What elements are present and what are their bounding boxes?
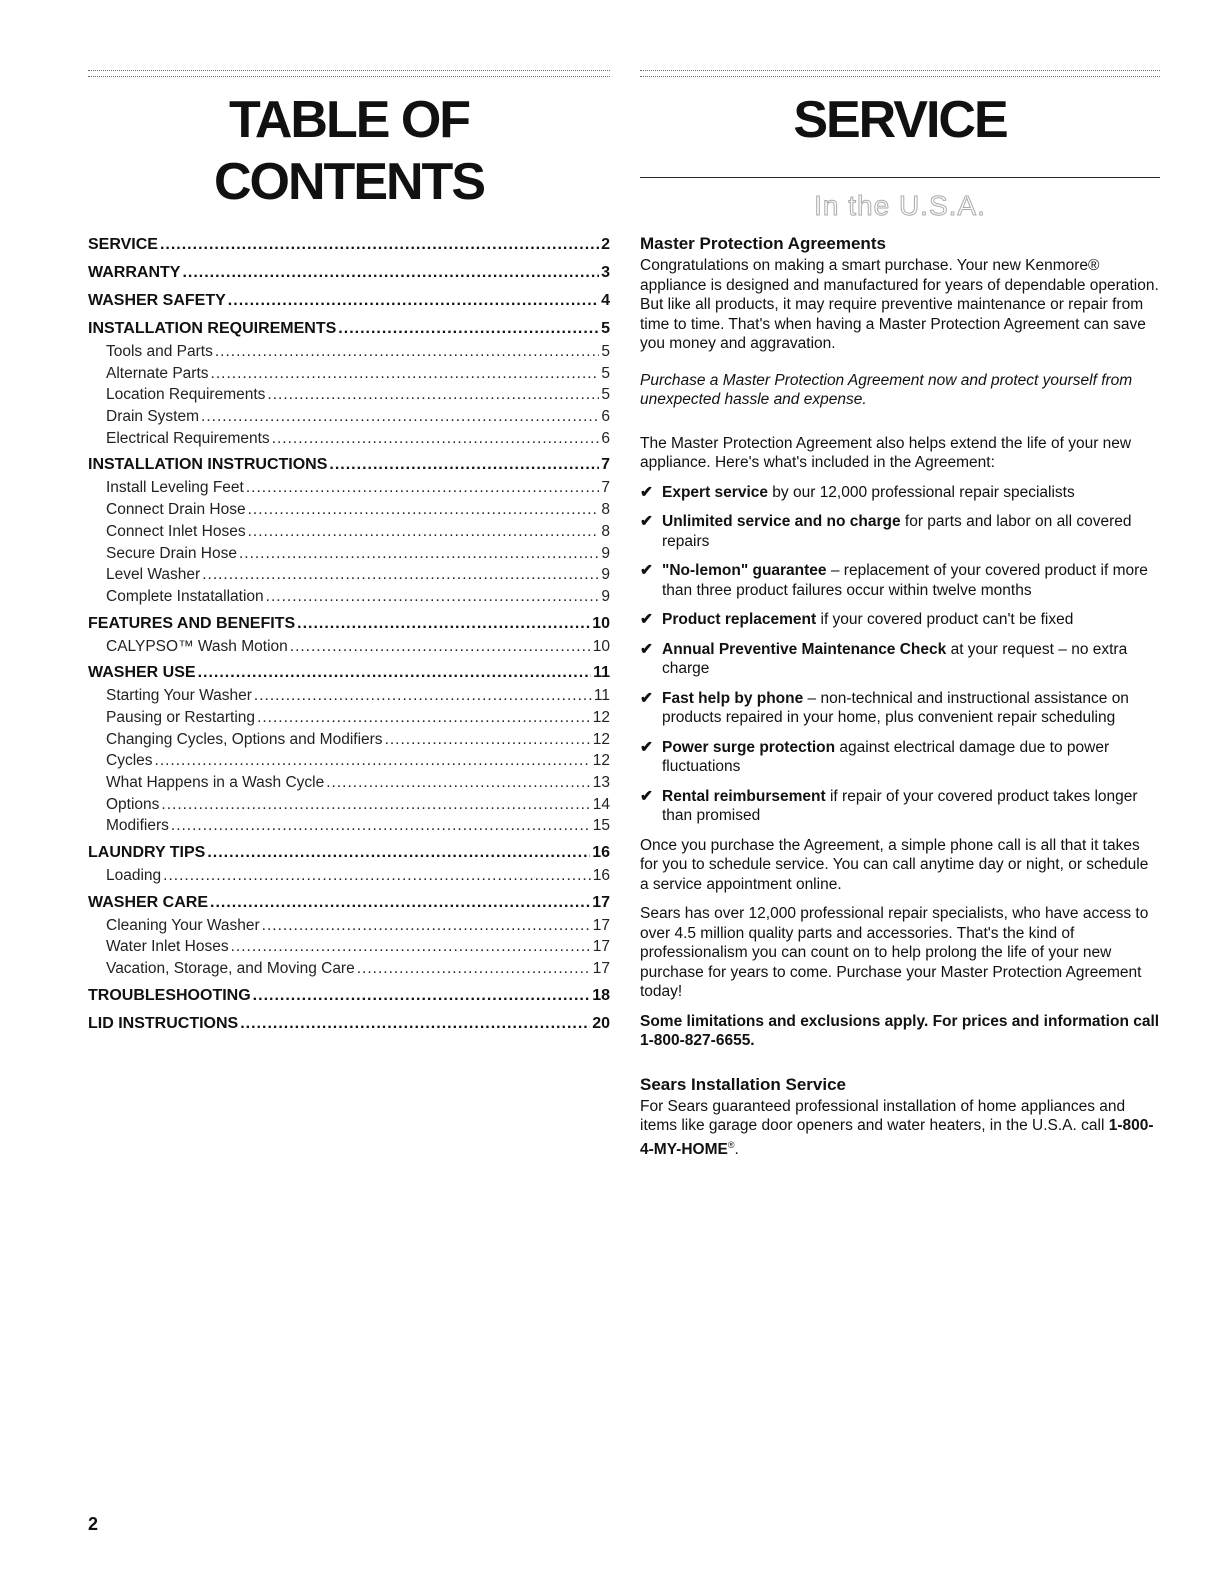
toc-entry bbox=[88, 564, 610, 586]
toc-entry-label: Complete Instatallation bbox=[106, 587, 264, 605]
toc-leader-dots bbox=[248, 499, 600, 521]
service-title: SERVICE bbox=[793, 91, 1007, 149]
toc-entry-label: Cleaning Your Washer bbox=[106, 916, 260, 934]
toc-leader-dots bbox=[338, 317, 599, 341]
toc-entry-page: 9 bbox=[601, 566, 610, 584]
toc-entry-page: 5 bbox=[601, 343, 610, 360]
toc-entry-label: INSTALLATION REQUIREMENTS bbox=[88, 320, 337, 337]
toc-entry bbox=[88, 891, 610, 915]
toc-entry-page: 7 bbox=[601, 479, 610, 497]
toc-entry-page: 16 bbox=[592, 867, 610, 885]
toc-leader-dots bbox=[161, 794, 590, 816]
toc-leader-dots bbox=[272, 428, 600, 450]
toc-entry-label: Secure Drain Hose bbox=[106, 544, 237, 562]
toc-entry bbox=[88, 612, 610, 636]
benefit-item: ✔ Rental reimbursement if repair of your covered product takes longer than promised bbox=[640, 787, 1138, 824]
toc-entry bbox=[88, 233, 610, 257]
toc-entry-page: 11 bbox=[593, 687, 610, 705]
toc-entry-label: Starting Your Washer bbox=[106, 687, 252, 705]
toc-entry-label: CALYPSO™ Wash Motion bbox=[106, 637, 288, 655]
toc-entry-page: 8 bbox=[601, 522, 610, 540]
toc-leader-dots bbox=[198, 661, 592, 685]
toc-entry-page: 9 bbox=[601, 587, 610, 605]
toc-entry bbox=[88, 261, 610, 285]
toc-list bbox=[88, 233, 610, 1036]
toc-entry bbox=[88, 363, 610, 385]
toc-entry bbox=[88, 958, 610, 980]
toc-entry-page: 12 bbox=[592, 730, 610, 748]
toc-entry-label: What Happens in a Wash Cycle bbox=[106, 774, 325, 791]
top-rule bbox=[88, 70, 610, 77]
toc-column bbox=[88, 70, 610, 1036]
toc-entry-label: TROUBLESHOOTING bbox=[88, 986, 251, 1004]
toc-entry bbox=[88, 1012, 610, 1036]
toc-entry-page: 12 bbox=[592, 708, 610, 726]
toc-leader-dots bbox=[357, 958, 591, 980]
service-column bbox=[640, 70, 1160, 1169]
toc-entry-label: WASHER CARE bbox=[88, 893, 209, 911]
toc-entry bbox=[88, 815, 610, 837]
toc-entry-page: 15 bbox=[592, 817, 610, 835]
install-phone: 1-800-4-MY-HOME bbox=[640, 1117, 1154, 1158]
toc-entry bbox=[88, 984, 610, 1008]
toc-entry-page: 6 bbox=[601, 429, 610, 447]
toc-entry-label: Location Requirements bbox=[106, 386, 266, 404]
toc-entry-page: 3 bbox=[601, 264, 610, 281]
toc-entry-label: FEATURES AND BENEFITS bbox=[88, 614, 296, 632]
toc-leader-dots bbox=[215, 341, 600, 363]
toc-entry bbox=[88, 521, 610, 543]
toc-entry-page: 10 bbox=[592, 614, 610, 632]
toc-leader-dots bbox=[228, 289, 599, 313]
toc-entry-page: 5 bbox=[601, 386, 610, 404]
toc-entry bbox=[88, 794, 610, 816]
toc-leader-dots bbox=[202, 564, 599, 586]
toc-entry-page: 17 bbox=[592, 916, 610, 934]
toc-entry-label: Connect Inlet Hoses bbox=[106, 522, 246, 540]
toc-entry-label: Loading bbox=[106, 867, 162, 885]
toc-entry bbox=[88, 936, 610, 958]
toc-entry-label: WASHER USE bbox=[88, 664, 196, 682]
toc-leader-dots bbox=[160, 233, 599, 257]
benefit-item: ✔ "No-lemon" guarantee – replacement of your covered product if more than three product failures occur within twelve months bbox=[640, 562, 1148, 599]
toc-leader-dots bbox=[253, 984, 591, 1008]
toc-entry-page: 9 bbox=[601, 544, 610, 562]
toc-entry-page: 17 bbox=[592, 893, 610, 911]
toc-leader-dots bbox=[326, 772, 591, 794]
toc-entry-page: 2 bbox=[601, 236, 610, 253]
toc-leader-dots bbox=[248, 521, 600, 543]
toc-leader-dots bbox=[211, 363, 600, 385]
toc-entry-page: 16 bbox=[592, 844, 610, 862]
toc-entry bbox=[88, 453, 610, 477]
toc-entry bbox=[88, 841, 610, 865]
toc-entry-label: Install Leveling Feet bbox=[106, 479, 244, 497]
toc-entry bbox=[88, 317, 610, 341]
benefits-list bbox=[640, 483, 1160, 826]
toc-entry-label: Vacation, Storage, and Moving Care bbox=[106, 960, 355, 978]
toc-leader-dots bbox=[290, 636, 591, 658]
checkmark-icon: ✔ bbox=[640, 562, 653, 579]
toc-entry-label: Connect Drain Hose bbox=[106, 501, 246, 519]
toc-entry-label: Cycles bbox=[106, 752, 153, 770]
toc-entry bbox=[88, 543, 610, 565]
toc-entry bbox=[88, 729, 610, 751]
toc-entry-label: Drain System bbox=[106, 408, 200, 426]
mpa-also: The Master Protection Agreement also helps extend the life of your new appliance. Here's what's included in the Agreement: bbox=[640, 434, 1132, 471]
toc-leader-dots bbox=[329, 453, 599, 477]
limitations-text: Some limitations and exclusions apply. For prices and information call 1-800-827-6655. bbox=[640, 1012, 1160, 1049]
toc-entry-label: LAUNDRY TIPS bbox=[88, 844, 206, 862]
toc-entry-page: 5 bbox=[601, 320, 610, 337]
mpa-intro: Congratulations on making a smart purchase. Your new Kenmore® appliance is designed and manufactured for years of dependable operation. But like all products, it may require preventive maintenance or repair from time to time. That's when having a Master Protection Agreement can save you money and aggravation. bbox=[640, 257, 1159, 352]
toc-title: TABLE OF CONTENTS bbox=[214, 91, 484, 211]
toc-leader-dots bbox=[182, 261, 599, 285]
toc-entry bbox=[88, 661, 610, 685]
toc-entry-page: 20 bbox=[592, 1014, 610, 1032]
benefit-item: ✔ Power surge protection against electrical damage due to power fluctuations bbox=[640, 738, 1110, 775]
toc-entry-label: Water Inlet Hoses bbox=[106, 938, 229, 956]
toc-entry bbox=[88, 750, 610, 772]
toc-entry-page: 18 bbox=[592, 986, 610, 1004]
toc-leader-dots bbox=[297, 612, 590, 636]
page-number: 2 bbox=[88, 1514, 99, 1534]
service-subtitle: In the U.S.A. bbox=[814, 190, 986, 221]
toc-entry bbox=[88, 636, 610, 658]
toc-entry-label: Modifiers bbox=[106, 817, 169, 835]
benefit-item: ✔ Annual Preventive Maintenance Check at your request – no extra charge bbox=[640, 640, 1128, 677]
toc-leader-dots bbox=[254, 685, 592, 707]
toc-entry-page: 14 bbox=[592, 795, 610, 813]
toc-entry bbox=[88, 289, 610, 313]
toc-entry-page: 7 bbox=[601, 456, 610, 474]
toc-entry-label: Changing Cycles, Options and Modifiers bbox=[106, 730, 383, 748]
toc-entry-label: WASHER SAFETY bbox=[88, 292, 226, 309]
toc-leader-dots bbox=[257, 707, 591, 729]
toc-entry bbox=[88, 406, 610, 428]
toc-entry-label: Level Washer bbox=[106, 566, 201, 584]
checkmark-icon: ✔ bbox=[640, 513, 653, 530]
sears-over-text: Sears has over 12,000 professional repair specialists, who have access to over 4.5 million quality parts and accessories. That's the kind of professionalism you can count on to help prolong the life of your new purchase for years to come. Purchase your Master Protection Agreement today! bbox=[640, 905, 1149, 1000]
toc-entry bbox=[88, 772, 610, 794]
toc-entry-page: 6 bbox=[601, 408, 610, 426]
toc-entry bbox=[88, 384, 610, 406]
toc-entry-label: Tools and Parts bbox=[106, 343, 213, 360]
toc-entry bbox=[88, 428, 610, 450]
install-heading: Sears Installation Service bbox=[640, 1074, 846, 1094]
checkmark-icon: ✔ bbox=[640, 483, 653, 501]
top-rule bbox=[640, 70, 1160, 77]
toc-leader-dots bbox=[240, 1012, 590, 1036]
toc-leader-dots bbox=[239, 543, 599, 565]
toc-leader-dots bbox=[210, 891, 590, 915]
toc-leader-dots bbox=[155, 750, 591, 772]
toc-entry-page: 8 bbox=[601, 501, 610, 519]
install-text: For Sears guaranteed professional installation of home appliances and items like garage door openers and water heaters, in the U.S.A. call 1-800-4-MY-HOME®. bbox=[640, 1097, 1154, 1158]
toc-leader-dots bbox=[201, 406, 599, 428]
toc-entry-label: Options bbox=[106, 795, 160, 813]
toc-entry bbox=[88, 477, 610, 499]
checkmark-icon: ✔ bbox=[640, 787, 653, 805]
divider bbox=[640, 177, 1160, 178]
toc-entry-page: 17 bbox=[592, 938, 610, 956]
toc-leader-dots bbox=[267, 384, 599, 406]
mpa-heading: Master Protection Agreements bbox=[640, 234, 886, 253]
toc-entry-label: Electrical Requirements bbox=[106, 429, 270, 447]
toc-entry-page: 12 bbox=[592, 752, 610, 770]
toc-entry bbox=[88, 341, 610, 363]
toc-entry bbox=[88, 499, 610, 521]
toc-leader-dots bbox=[171, 815, 591, 837]
toc-leader-dots bbox=[231, 936, 591, 958]
toc-entry-page: 10 bbox=[592, 637, 610, 655]
benefit-item: ✔ Product replacement if your covered product can't be fixed bbox=[640, 611, 1074, 628]
checkmark-icon: ✔ bbox=[640, 689, 653, 707]
toc-entry-page: 5 bbox=[601, 364, 610, 382]
checkmark-icon: ✔ bbox=[640, 611, 653, 628]
toc-entry-label: SERVICE bbox=[88, 236, 158, 253]
toc-leader-dots bbox=[207, 841, 590, 865]
toc-entry-label: WARRANTY bbox=[88, 264, 181, 281]
toc-leader-dots bbox=[266, 586, 600, 608]
toc-entry bbox=[88, 865, 610, 887]
toc-entry bbox=[88, 707, 610, 729]
toc-entry-page: 4 bbox=[601, 292, 610, 309]
toc-leader-dots bbox=[246, 477, 600, 499]
toc-leader-dots bbox=[163, 865, 591, 887]
benefit-item: ✔ Fast help by phone – non-technical and instructional assistance on products repaired in your home, plus convenient repair scheduling bbox=[640, 689, 1129, 726]
toc-entry-label: LID INSTRUCTIONS bbox=[88, 1014, 239, 1032]
toc-entry-label: Alternate Parts bbox=[106, 364, 209, 382]
checkmark-icon: ✔ bbox=[640, 640, 653, 658]
checkmark-icon: ✔ bbox=[640, 738, 653, 756]
mpa-italic: Purchase a Master Protection Agreement now and protect yourself from unexpected hassle and expense. bbox=[640, 371, 1133, 408]
toc-entry bbox=[88, 586, 610, 608]
toc-entry bbox=[88, 685, 610, 707]
toc-entry-page: 13 bbox=[592, 774, 610, 791]
once-purchase-text: Once you purchase the Agreement, a simple phone call is all that it takes for you to schedule service. You can call anytime day or night, or schedule a service appointment online. bbox=[640, 836, 1149, 893]
toc-leader-dots bbox=[262, 915, 591, 937]
toc-leader-dots bbox=[385, 729, 591, 751]
toc-entry-label: INSTALLATION INSTRUCTIONS bbox=[88, 456, 328, 474]
benefit-item: ✔ Unlimited service and no charge for parts and labor on all covered repairs bbox=[640, 513, 1132, 550]
toc-entry bbox=[88, 915, 610, 937]
toc-entry-page: 11 bbox=[593, 664, 610, 682]
toc-entry-label: Pausing or Restarting bbox=[106, 708, 256, 726]
benefit-item: ✔ Expert service by our 12,000 professional repair specialists bbox=[640, 483, 1075, 501]
toc-entry-page: 17 bbox=[592, 960, 610, 978]
